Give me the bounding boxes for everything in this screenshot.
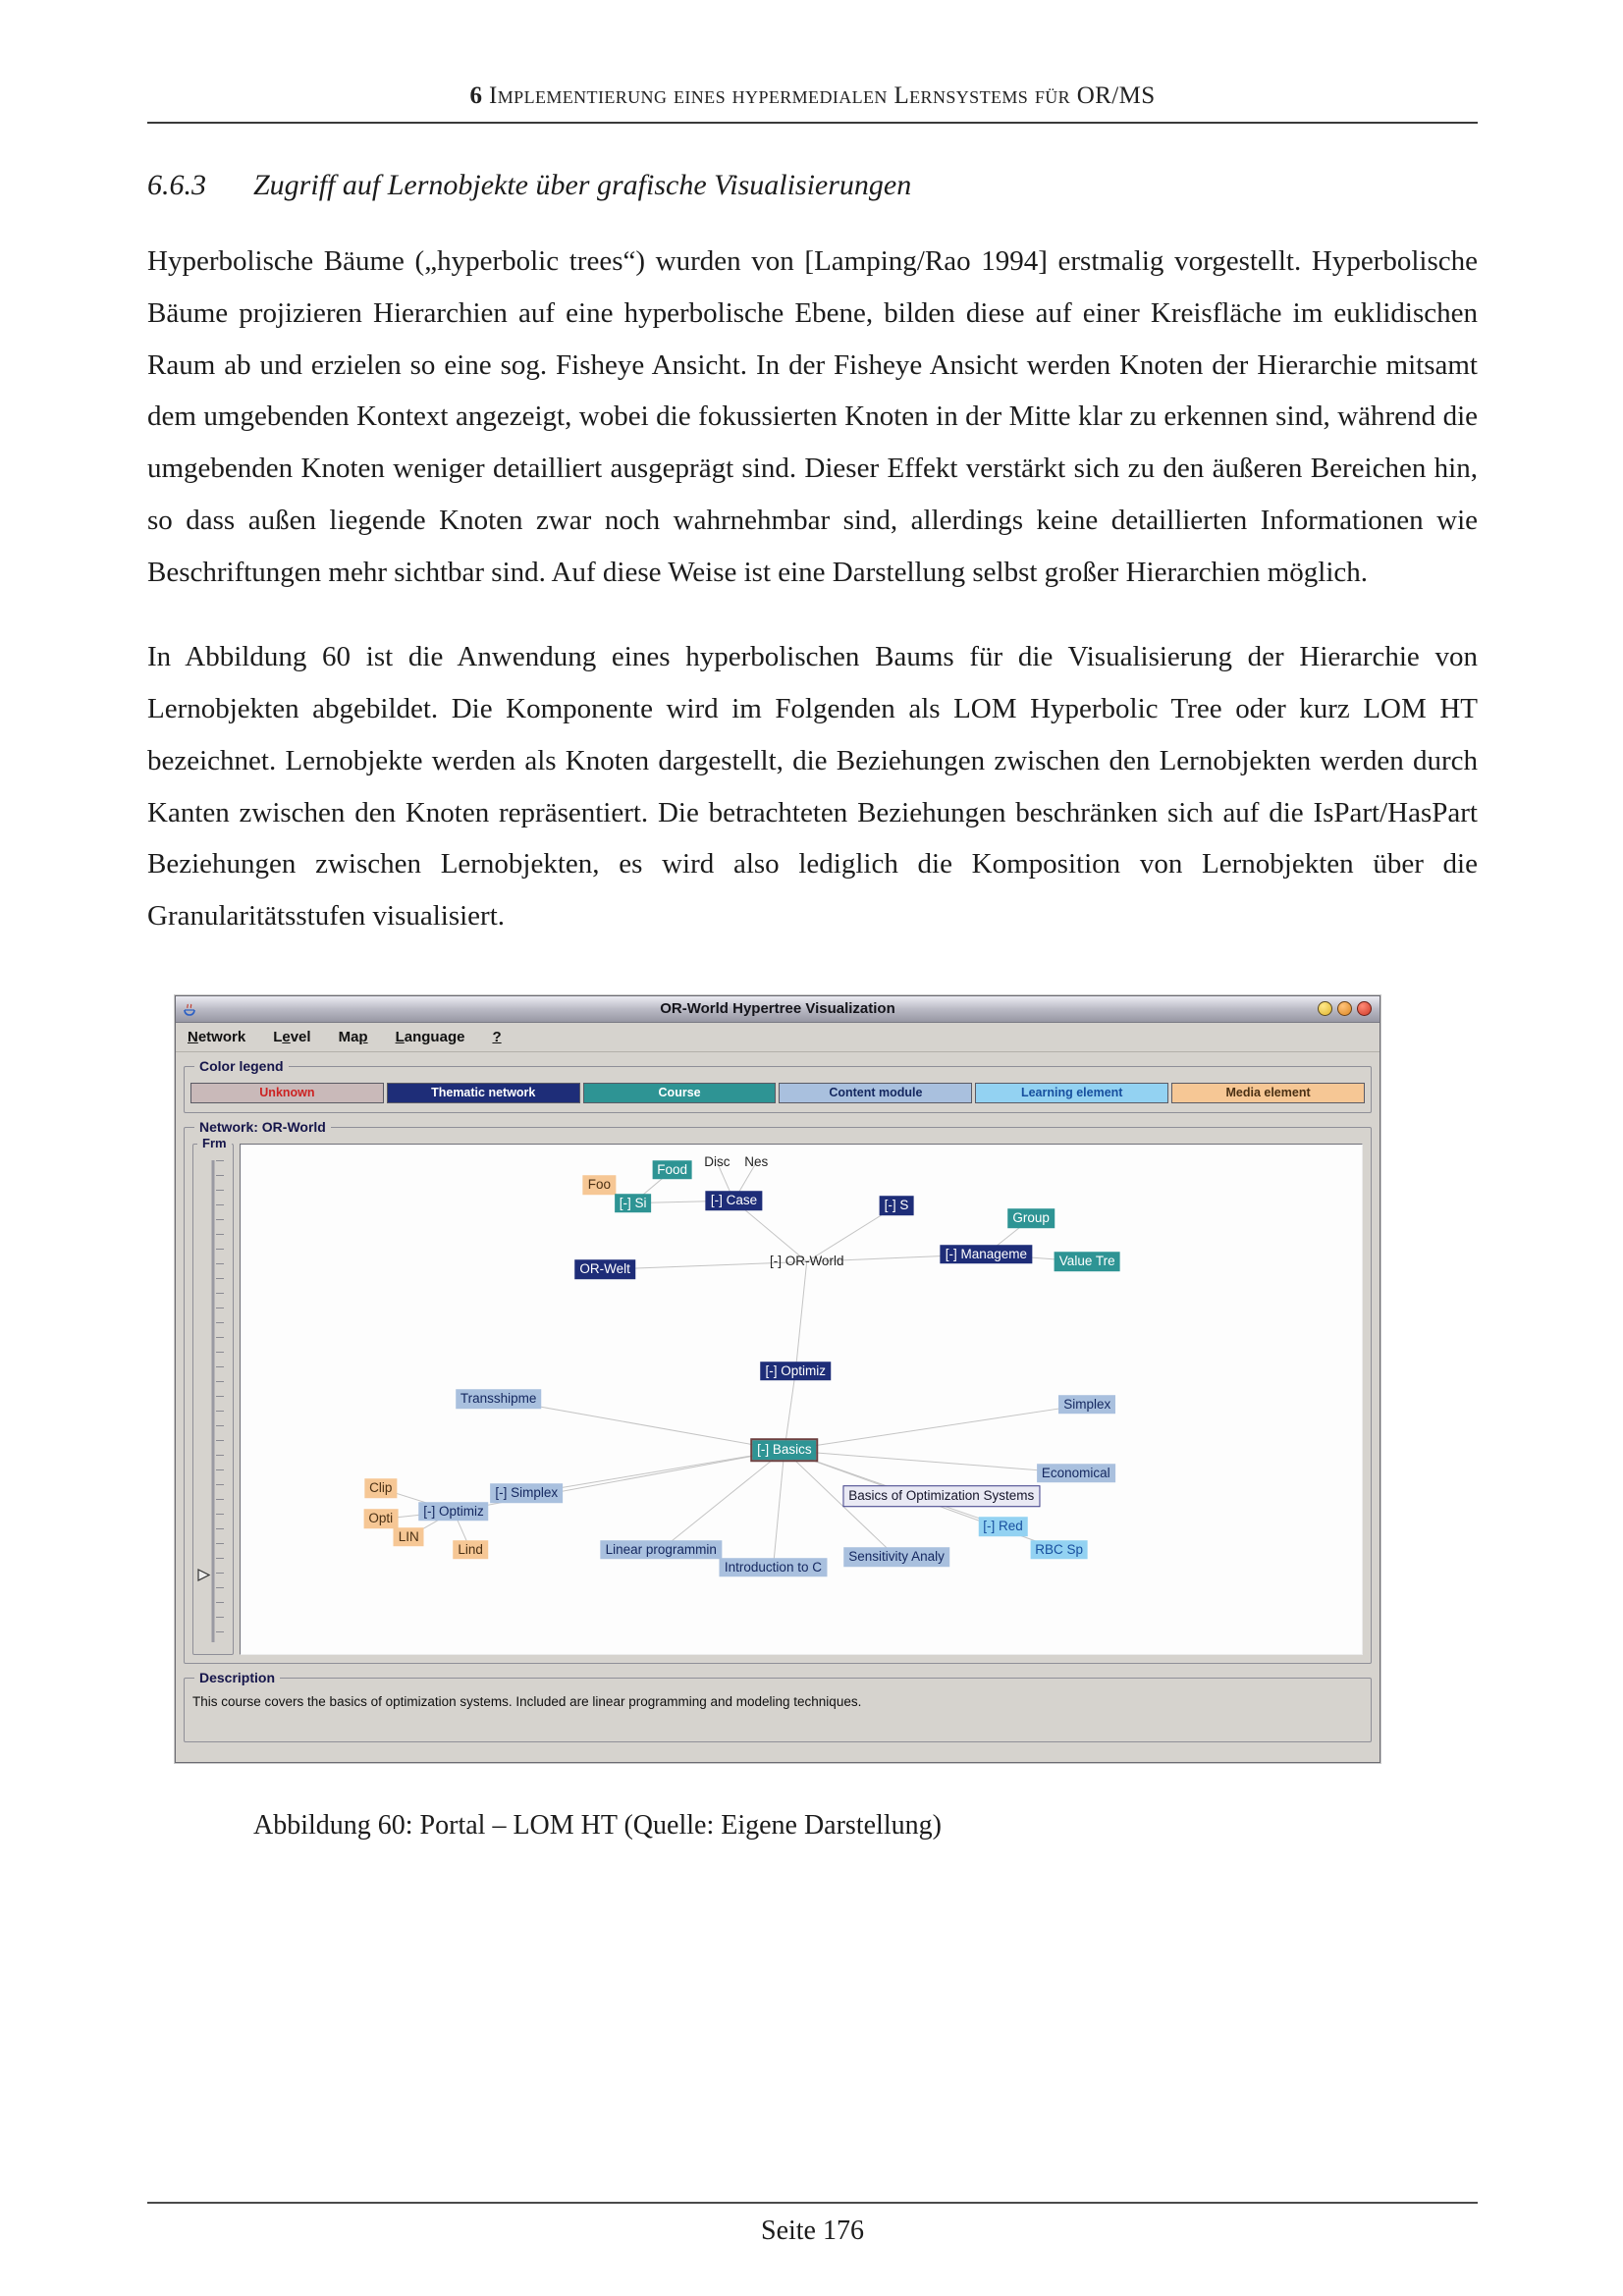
tree-node[interactable]: [-] Case	[706, 1191, 762, 1210]
window-titlebar[interactable]	[176, 996, 1380, 1023]
network-box-title: Network: OR-World	[194, 1119, 331, 1135]
window-bottom-spacer	[176, 1746, 1380, 1762]
java-icon	[182, 1001, 197, 1017]
color-legend-box	[184, 1057, 1372, 1113]
hypertree-canvas[interactable]	[240, 1144, 1363, 1655]
page-number: Seite 176	[761, 2216, 864, 2246]
running-header	[147, 0, 1478, 110]
tree-edges	[241, 1145, 1362, 1654]
close-button[interactable]	[1357, 1001, 1372, 1016]
section-number: 6.6.3	[147, 169, 206, 201]
menu-map[interactable]: Map	[338, 1028, 368, 1045]
description-box	[184, 1669, 1372, 1742]
chapter-number: 6	[469, 82, 483, 109]
legend-unknown[interactable]: Unknown	[190, 1083, 384, 1103]
description-text: This course covers the basics of optimization systems. Included are linear programming and modeling techniques.	[192, 1693, 862, 1709]
tree-node[interactable]: LIN	[394, 1527, 424, 1547]
node-tooltip: Basics of Optimization Systems	[842, 1485, 1040, 1507]
tree-node[interactable]: Economical	[1037, 1464, 1115, 1483]
zoom-slider-ticks	[216, 1160, 224, 1642]
tree-node[interactable]: Group	[1007, 1208, 1055, 1228]
tree-node[interactable]: Simplex	[1058, 1395, 1115, 1415]
tree-node-root[interactable]: [-] OR-World	[769, 1254, 844, 1269]
section-title: Zugriff auf Lernobjekte über grafische Visualisierungen	[253, 169, 912, 201]
legend-learning-element[interactable]: Learning element	[975, 1083, 1168, 1103]
tree-node[interactable]: OR-Welt	[574, 1259, 635, 1279]
body-paragraph: In Abbildung 60 ist die Anwendung eines hyperbolischen Baums für die Visualisierung der Hierarchie von Lernobjekten abgebildet. Die Komponente wird im Folgenden als LOM Hyperbolic Tree oder kurz LOM HT bezeichnet. Lernobjekte werden als Knoten dargestellt, die Beziehungen zwischen den Lernobjekten werden durch Kanten zwischen den Knoten repräsentiert. Die betrachteten Beziehungen beschränken sich auf die IsPart/HasPart Beziehungen zwischen Lernobjekten, es wird also lediglich die Komposition von Lernobjekten über die Granularitätsstufen visualisiert.	[147, 641, 1478, 933]
tree-node[interactable]: Value Tre	[1055, 1253, 1120, 1272]
window-buttons	[1318, 1001, 1372, 1016]
tree-node[interactable]: Clip	[364, 1478, 397, 1498]
menu-network[interactable]: Network	[188, 1028, 246, 1045]
legend-thematic-network[interactable]: Thematic network	[387, 1083, 580, 1103]
menu-bar	[176, 1023, 1380, 1052]
zoom-slider-track[interactable]	[212, 1160, 215, 1642]
window-title: OR-World Hypertree Visualization	[660, 1000, 895, 1018]
tree-node[interactable]: [-] Manageme	[941, 1245, 1032, 1264]
figure-caption: Abbildung 60: Portal – LOM HT (Quelle: Eigene Darstellung)	[253, 1809, 942, 1841]
color-legend-title: Color legend	[194, 1058, 289, 1074]
tree-node[interactable]: Introduction to C	[720, 1558, 827, 1577]
description-title: Description	[194, 1670, 280, 1685]
body-paragraph: Hyperbolische Bäume („hyperbolic trees“) wurden von [Lamping/Rao 1994] erstmalig vorgestellt. Hyperbolische Bäume projizieren Hierarchien auf eine hyperbolische Ebene, bilden diese auf einer Kreisfläche im euklidischen Raum ab und erzielen so eine sog. Fisheye Ansicht. In der Fisheye Ansicht werden Knoten der Hierarchie mitsamt dem umgebenden Kontext angezeigt, wobei die fokussierten Knoten in der Mitte klar zu erkennen sind, während die umgebenden Knoten weniger detailliert ausgeprägt sind. Dieser Effekt verstärkt sich zu den äußeren Bereichen hin, so dass außen liegende Knoten zwar noch wahrnehmbar sind, allerdings keine detaillierten Informationen wie Beschriftungen mehr sichtbar sind. Auf diese Weise ist eine Darstellung selbst großer Hierarchien möglich.	[147, 245, 1478, 588]
tree-node[interactable]: [-] Optimiz	[418, 1502, 489, 1522]
tree-node[interactable]: Disc	[704, 1154, 730, 1170]
page-footer	[147, 2202, 1478, 2247]
tree-node[interactable]: [-] S	[880, 1196, 914, 1215]
minimize-button[interactable]	[1318, 1001, 1332, 1016]
legend-media-element[interactable]: Media element	[1171, 1083, 1365, 1103]
section-heading	[147, 169, 1478, 202]
tree-node[interactable]: [-] Optimiz	[761, 1362, 832, 1381]
menu-language[interactable]: Language	[395, 1028, 465, 1045]
zoom-slider-thumb[interactable]	[196, 1568, 211, 1587]
menu-help[interactable]: ?	[492, 1028, 502, 1045]
tree-node[interactable]: Opti	[363, 1510, 398, 1529]
tree-node[interactable]: Foo	[583, 1176, 616, 1196]
tree-node[interactable]: [-] Red	[978, 1517, 1028, 1536]
app-window	[175, 995, 1380, 1763]
legend-row	[190, 1083, 1365, 1103]
frame-slider-panel	[192, 1135, 234, 1655]
tree-node[interactable]: RBC Sp	[1030, 1540, 1088, 1560]
header-rule	[147, 122, 1478, 124]
tree-node[interactable]: [-] Si	[615, 1194, 652, 1213]
frame-panel-title: Frm	[197, 1136, 232, 1150]
tree-node[interactable]: Sensitivity Analy	[843, 1548, 949, 1568]
network-box	[184, 1118, 1372, 1664]
tree-node-focused[interactable]: [-] Basics	[752, 1441, 817, 1461]
tree-node[interactable]: Transshipme	[456, 1390, 542, 1410]
tree-node[interactable]: Linear programmin	[601, 1540, 722, 1560]
menu-level[interactable]: Level	[273, 1028, 311, 1045]
tree-node[interactable]: Food	[652, 1160, 692, 1180]
tree-node[interactable]: [-] Simplex	[490, 1484, 563, 1504]
maximize-button[interactable]	[1337, 1001, 1352, 1016]
legend-course[interactable]: Course	[583, 1083, 777, 1103]
content-column	[147, 0, 1478, 1842]
legend-content-module[interactable]: Content module	[779, 1083, 972, 1103]
tree-node[interactable]: Lind	[453, 1540, 488, 1560]
tree-node[interactable]: Nes	[744, 1154, 769, 1170]
running-header-title: Implementierung eines hypermedialen Lernsystems für OR/MS	[489, 82, 1156, 109]
